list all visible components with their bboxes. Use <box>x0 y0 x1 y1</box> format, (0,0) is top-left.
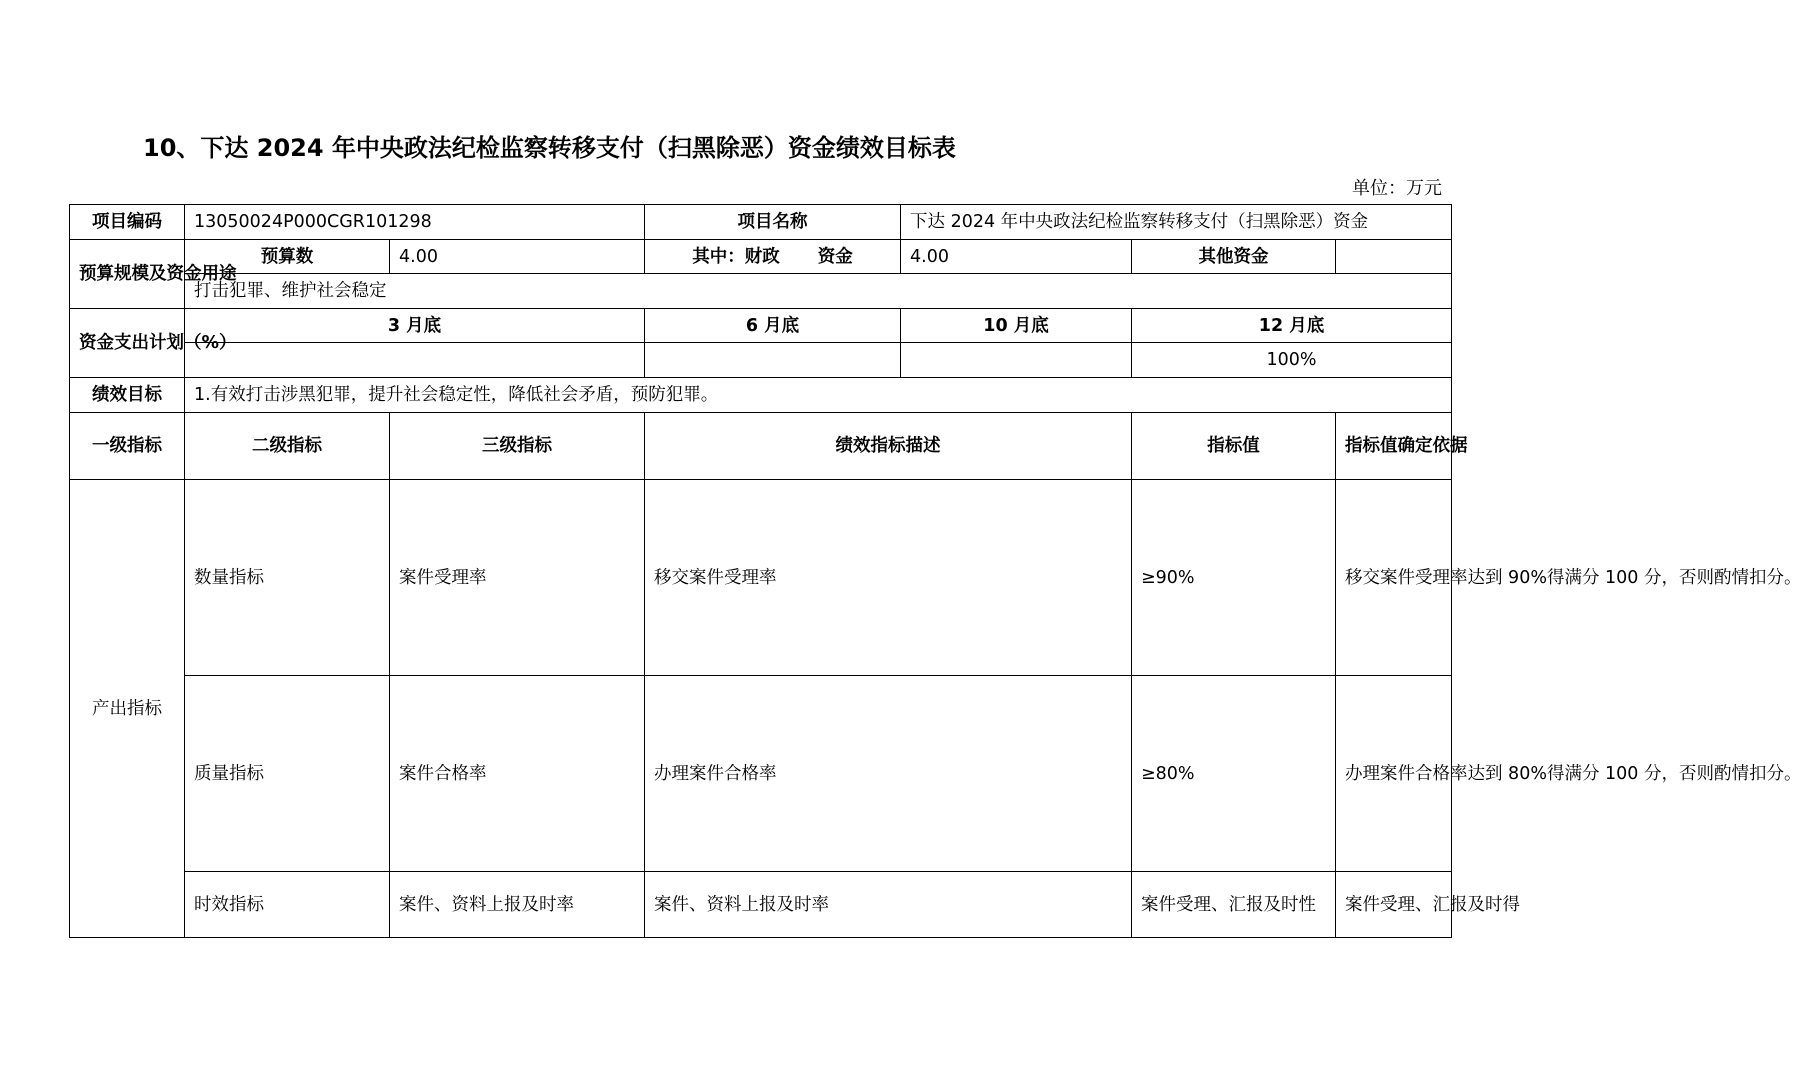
level3-indicator: 案件受理率 <box>390 480 645 676</box>
goal-label: 绩效目标 <box>70 378 185 413</box>
plan-value-mar <box>185 343 645 378</box>
plan-header-mar: 3 月底 <box>185 309 645 343</box>
header-basis: 指标值确定依据 <box>1336 413 1452 480</box>
indicator-header-row <box>70 413 1452 480</box>
level2-indicator: 数量指标 <box>185 480 390 676</box>
other-funds-label: 其他资金 <box>1132 240 1336 274</box>
level3-indicator: 案件、资料上报及时率 <box>390 872 645 938</box>
indicator-row <box>70 480 1452 676</box>
funds-usage: 打击犯罪、维护社会稳定 <box>185 274 1452 309</box>
project-row <box>70 205 1452 240</box>
level3-indicator: 案件合格率 <box>390 676 645 872</box>
indicator-value: ≥80% <box>1132 676 1336 872</box>
fiscal-label-b: 资金 <box>817 246 853 267</box>
indicator-basis: 案件受理、汇报及时得 <box>1336 872 1452 938</box>
plan-value-dec: 100% <box>1132 343 1452 378</box>
fiscal-label <box>645 240 901 274</box>
plan-value-jun <box>645 343 901 378</box>
level2-indicator: 时效指标 <box>185 872 390 938</box>
fiscal-label-a: 其中：财政 <box>692 246 780 267</box>
usage-row <box>70 274 1452 309</box>
header-level1: 一级指标 <box>70 413 185 480</box>
indicator-value: 案件受理、汇报及时性 <box>1132 872 1336 938</box>
header-level3: 三级指标 <box>390 413 645 480</box>
indicator-description: 办理案件合格率 <box>645 676 1132 872</box>
header-value: 指标值 <box>1132 413 1336 480</box>
plan-header-oct: 10 月底 <box>901 309 1132 343</box>
budget-scale-label: 预算规模及资金用途 <box>70 240 185 309</box>
indicator-basis: 移交案件受理率达到 90%得满分 100 分，否则酌情扣分。 <box>1336 480 1452 676</box>
other-funds <box>1336 240 1452 274</box>
unit-label: 单位：万元 <box>1352 178 1442 199</box>
indicator-basis: 办理案件合格率达到 80%得满分 100 分，否则酌情扣分。 <box>1336 676 1452 872</box>
plan-value-row <box>70 343 1452 378</box>
header-level2: 二级指标 <box>185 413 390 480</box>
plan-value-oct <box>901 343 1132 378</box>
indicator-description: 移交案件受理率 <box>645 480 1132 676</box>
budget-count-label: 预算数 <box>185 240 390 274</box>
header-description: 绩效指标描述 <box>645 413 1132 480</box>
level2-indicator: 质量指标 <box>185 676 390 872</box>
performance-goal: 1.有效打击涉黑犯罪，提升社会稳定性，降低社会矛盾，预防犯罪。 <box>185 378 1452 413</box>
level1-indicator: 产出指标 <box>70 480 185 938</box>
plan-header-jun: 6 月底 <box>645 309 901 343</box>
spending-plan-label: 资金支出计划（%） <box>70 309 185 378</box>
project-name-label: 项目名称 <box>645 205 901 240</box>
performance-target-table <box>69 204 1802 938</box>
project-code-label: 项目编码 <box>70 205 185 240</box>
project-code: 13050024P000CGR101298 <box>185 205 645 240</box>
indicator-value: ≥90% <box>1132 480 1336 676</box>
project-name: 下达 2024 年中央政法纪检监察转移支付（扫黑除恶）资金 <box>901 205 1452 240</box>
plan-header-row <box>70 309 1452 343</box>
budget-row <box>70 240 1452 274</box>
indicator-row <box>70 676 1452 872</box>
fiscal-amount: 4.00 <box>901 240 1132 274</box>
indicator-description: 案件、资料上报及时率 <box>645 872 1132 938</box>
indicator-row <box>70 872 1452 938</box>
budget-count: 4.00 <box>390 240 645 274</box>
document-title: 10、下达 2024 年中央政法纪检监察转移支付（扫黑除恶）资金绩效目标表 <box>143 134 956 162</box>
plan-header-dec: 12 月底 <box>1132 309 1452 343</box>
goal-row <box>70 378 1452 413</box>
